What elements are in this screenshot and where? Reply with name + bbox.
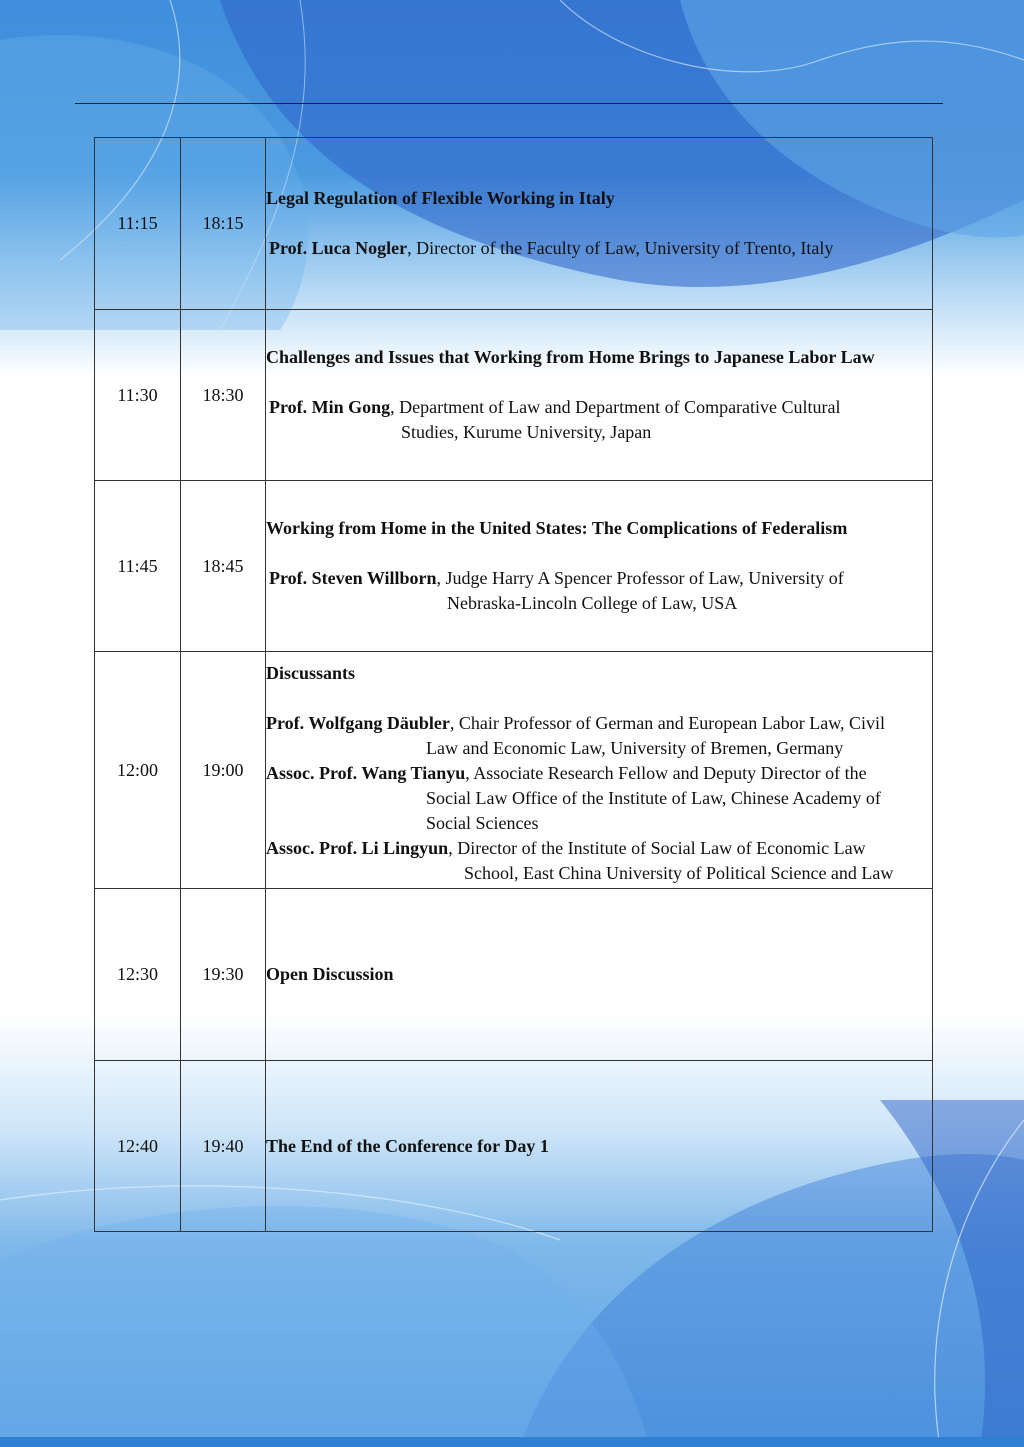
session-title: Open Discussion bbox=[266, 964, 394, 984]
discussant-affiliation: , Associate Research Fellow and Deputy Director of the bbox=[465, 763, 867, 783]
session-content bbox=[266, 481, 933, 652]
other-time-cell: 18:45 bbox=[181, 481, 266, 652]
other-time-cell: 19:00 bbox=[181, 652, 266, 889]
other-time-cell: 18:30 bbox=[181, 310, 266, 481]
other-time-cell: 19:30 bbox=[181, 889, 266, 1061]
discussant-affiliation-continued: School, East China University of Political Science and Law bbox=[464, 863, 894, 883]
footer-band bbox=[0, 1437, 1024, 1447]
discussant-affiliation-continued: Social Law Office of the Institute of Law, Chinese Academy of bbox=[426, 788, 881, 808]
table-row bbox=[95, 889, 933, 1061]
session-title: Working from Home in the United States: The Complications of Federalism bbox=[266, 518, 848, 538]
discussant-affiliation: , Director of the Institute of Social Law of Economic Law bbox=[448, 838, 866, 858]
discussant-affiliation-continued: Law and Economic Law, University of Bremen, Germany bbox=[426, 738, 844, 758]
session-title: Challenges and Issues that Working from Home Brings to Japanese Labor Law bbox=[266, 347, 875, 367]
local-time-cell: 12:40 bbox=[95, 1061, 181, 1232]
discussant-line bbox=[266, 836, 932, 861]
session-content bbox=[266, 310, 933, 481]
table-row bbox=[95, 138, 933, 310]
speaker-name: Prof. Steven Willborn bbox=[269, 568, 437, 588]
header-rule bbox=[75, 103, 943, 104]
speaker-affiliation-continued: Studies, Kurume University, Japan bbox=[401, 422, 652, 442]
speaker-affiliation-continued: Nebraska-Lincoln College of Law, USA bbox=[447, 593, 738, 613]
discussant-line bbox=[266, 761, 932, 786]
table-row bbox=[95, 652, 933, 889]
table-row bbox=[95, 1061, 933, 1232]
discussants-heading: Discussants bbox=[266, 663, 356, 683]
local-time-cell: 11:15 bbox=[95, 138, 181, 310]
session-content bbox=[266, 889, 933, 1061]
speaker-name: Prof. Min Gong bbox=[269, 397, 391, 417]
table-row bbox=[95, 481, 933, 652]
discussant-line bbox=[266, 711, 932, 736]
discussant-name: Prof. Wolfgang Däubler bbox=[266, 713, 450, 733]
speaker-affiliation: , Judge Harry A Spencer Professor of Law, University of bbox=[436, 568, 844, 588]
session-content bbox=[266, 1061, 933, 1232]
other-time-cell: 18:15 bbox=[181, 138, 266, 310]
speaker-affiliation: , Department of Law and Department of Comparative Cultural bbox=[390, 397, 841, 417]
local-time-cell: 11:45 bbox=[95, 481, 181, 652]
session-title: Legal Regulation of Flexible Working in Italy bbox=[266, 188, 615, 208]
speaker-affiliation: , Director of the Faculty of Law, University of Trento, Italy bbox=[407, 238, 834, 258]
speaker-name: Prof. Luca Nogler bbox=[269, 238, 408, 258]
program-table bbox=[94, 137, 933, 1232]
local-time-cell: 12:30 bbox=[95, 889, 181, 1061]
discussant-name: Assoc. Prof. Li Lingyun bbox=[266, 838, 449, 858]
local-time-cell: 11:30 bbox=[95, 310, 181, 481]
session-title: The End of the Conference for Day 1 bbox=[266, 1135, 549, 1156]
table-row bbox=[95, 310, 933, 481]
speaker-line bbox=[266, 236, 932, 261]
other-time-cell: 19:40 bbox=[181, 1061, 266, 1232]
speaker-line bbox=[266, 395, 932, 420]
discussant-affiliation-continued: Social Sciences bbox=[426, 813, 539, 833]
discussant-affiliation: , Chair Professor of German and European Labor Law, Civil bbox=[449, 713, 886, 733]
discussants-content bbox=[266, 652, 933, 889]
speaker-line bbox=[266, 566, 932, 591]
session-content bbox=[266, 138, 933, 310]
discussant-name: Assoc. Prof. Wang Tianyu bbox=[266, 763, 466, 783]
local-time-cell: 12:00 bbox=[95, 652, 181, 889]
